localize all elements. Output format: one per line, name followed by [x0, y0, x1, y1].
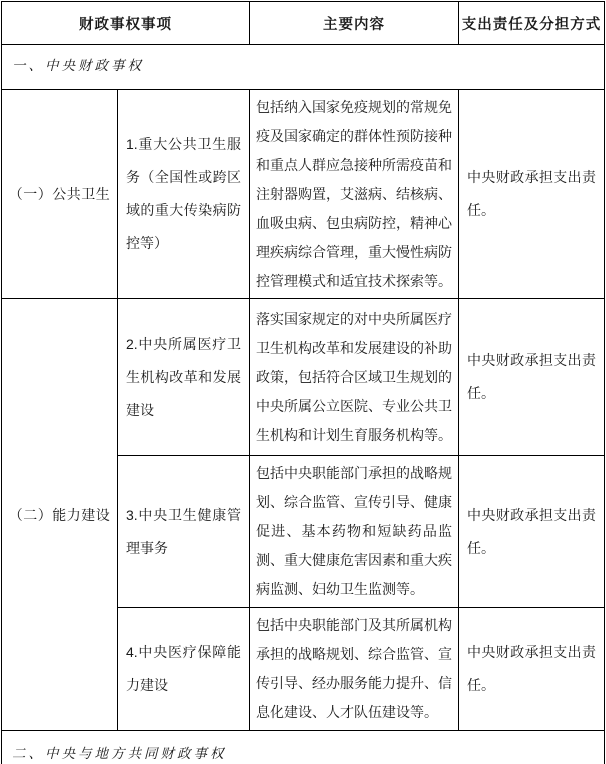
responsibility-central-medical-institutions: 中央财政承担支出责任。 — [459, 299, 605, 456]
table-row — [2, 299, 605, 456]
responsibility-central-medical-security-capacity: 中央财政承担支出责任。 — [459, 608, 605, 731]
category-public-health: （一）公共卫生 — [2, 90, 118, 299]
section-title-shared: 二、中央与地方共同财政事权 — [2, 731, 605, 764]
table-header-row — [2, 2, 605, 45]
section-row-central — [2, 45, 605, 90]
content-central-health-management: 包括中央职能部门承担的战略规划、综合监管、宣传引导、健康促进、基本药物和短缺药品监测、重大健康危害因素和重大疾病监测、妇幼卫生监测等。 — [250, 456, 459, 608]
header-cell-responsibility: 支出责任及分担方式 — [459, 2, 605, 45]
content-major-public-health-service: 包括纳入国家免疫规划的常规免疫及国家确定的群体性预防接种和重点人群应急接种所需疫苗和注射器购置，艾滋病、结核病、血吸虫病、包虫病防控，精神心理疾病综合管理，重大慢性病防控管理模式和适宜技术探索等。 — [250, 90, 459, 299]
content-central-medical-security-capacity: 包括中央职能部门及其所属机构承担的战略规划、综合监管、宣传引导、经办服务能力提升、信息化建设、人才队伍建设等。 — [250, 608, 459, 731]
responsibility-major-public-health-service: 中央财政承担支出责任。 — [459, 90, 605, 299]
category-capacity-building: （二）能力建设 — [2, 299, 118, 731]
item-central-health-management: 3.中央卫生健康管理事务 — [118, 456, 250, 608]
header-cell-matters: 财政事权事项 — [2, 2, 250, 45]
header-cell-content: 主要内容 — [250, 2, 459, 45]
item-major-public-health-service: 1.重大公共卫生服务（全国性或跨区域的重大传染病防控等） — [118, 90, 250, 299]
content-central-medical-institutions: 落实国家规定的对中央所属医疗卫生机构改革和发展建设的补助政策，包括符合区域卫生规划的中央所属公立医院、专业公共卫生机构和计划生育服务机构等。 — [250, 299, 459, 456]
responsibility-central-health-management: 中央财政承担支出责任。 — [459, 456, 605, 608]
table-row — [2, 90, 605, 299]
fiscal-authority-table — [1, 1, 605, 764]
item-central-medical-institutions: 2.中央所属医疗卫生机构改革和发展建设 — [118, 299, 250, 456]
item-central-medical-security-capacity: 4.中央医疗保障能力建设 — [118, 608, 250, 731]
section-title-central: 一、中央财政事权 — [2, 45, 605, 90]
section-row-shared — [2, 731, 605, 764]
